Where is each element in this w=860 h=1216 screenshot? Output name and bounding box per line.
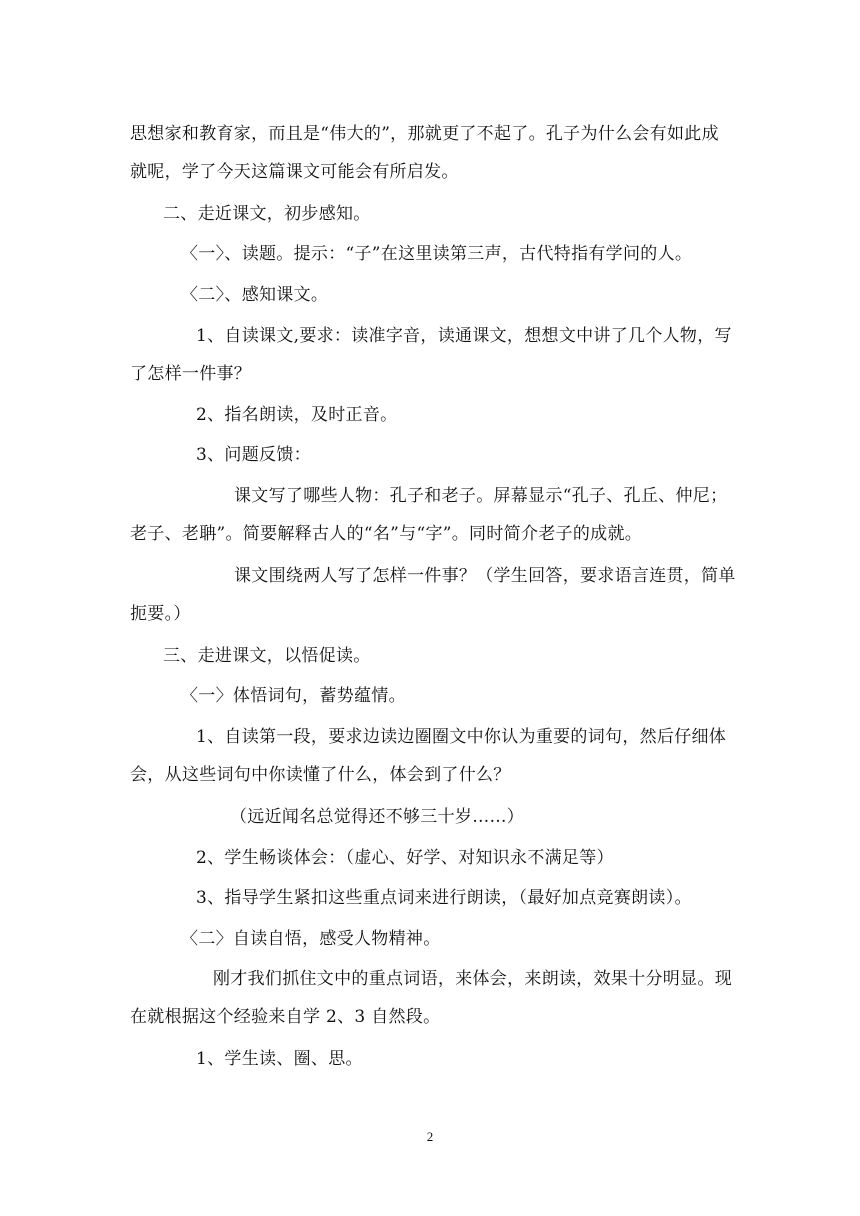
list-item: 3、指导学生紧扣这些重点词来进行朗读，（最好加点竞赛朗读）。 [196,888,692,908]
list-item: 2、学生畅谈体会：（虚心、好学、对知识永不满足等） [196,848,614,868]
text-line: 课文写了哪些人物：孔子和老子。屏幕显示“孔子、孔丘、仲尼； [234,486,728,506]
subsection-heading: 〈二〉自读自悟，感受人物精神。 [181,929,441,949]
subsection-heading: 〈二〉、感知课文。 [181,285,329,305]
subsection-heading: 〈一〉体悟词句，蓄势蕴情。 [181,686,406,706]
text-line: 课文围绕两人写了怎样一件事？（学生回答，要求语言连贯，简单 [234,566,736,586]
text-line: 会，从这些词句中你读懂了什么，体会到了什么？ [130,765,511,785]
text-line: （远近闻名总觉得还不够三十岁……） [230,807,525,827]
text-line: 就呢，学了今天这篇课文可能会有所启发。 [130,162,459,182]
list-item: 1、自读第一段，要求边读边圈圈文中你认为重要的词句，然后仔细体 [196,727,727,747]
section-heading: 三、走进课文，以悟促读。 [163,646,371,666]
text-line: 扼要。） [130,604,191,624]
text-line: 刚才我们抓住文中的重点词语，来体会，来朗读，效果十分明显。现 [213,969,732,989]
subsection-heading: 〈一〉、读题。提示：“子”在这里读第三声，古代特指有学问的人。 [181,244,693,264]
list-item: 2、指名朗读，及时正音。 [196,405,398,425]
list-item: 1、自读课文,要求：读准字音，读通课文，想想文中讲了几个人物，写 [196,326,732,346]
section-heading: 二、走近课文，初步感知。 [163,204,371,224]
list-item: 1、学生读、圈、思。 [196,1049,363,1069]
list-item: 3、问题反馈： [196,445,311,465]
text-line: 了怎样一件事？ [130,364,252,384]
page-number: 2 [426,1129,434,1144]
text-line: 在就根据这个经验来自学 2、3 自然段。 [130,1007,441,1027]
text-line: 老子、老聃”。简要解释古人的“名”与“字”。同时简介老子的成就。 [130,524,643,544]
text-line: 思想家和教育家，而且是“伟大的”，那就更了不起了。孔子为什么会有如此成 [130,124,719,144]
